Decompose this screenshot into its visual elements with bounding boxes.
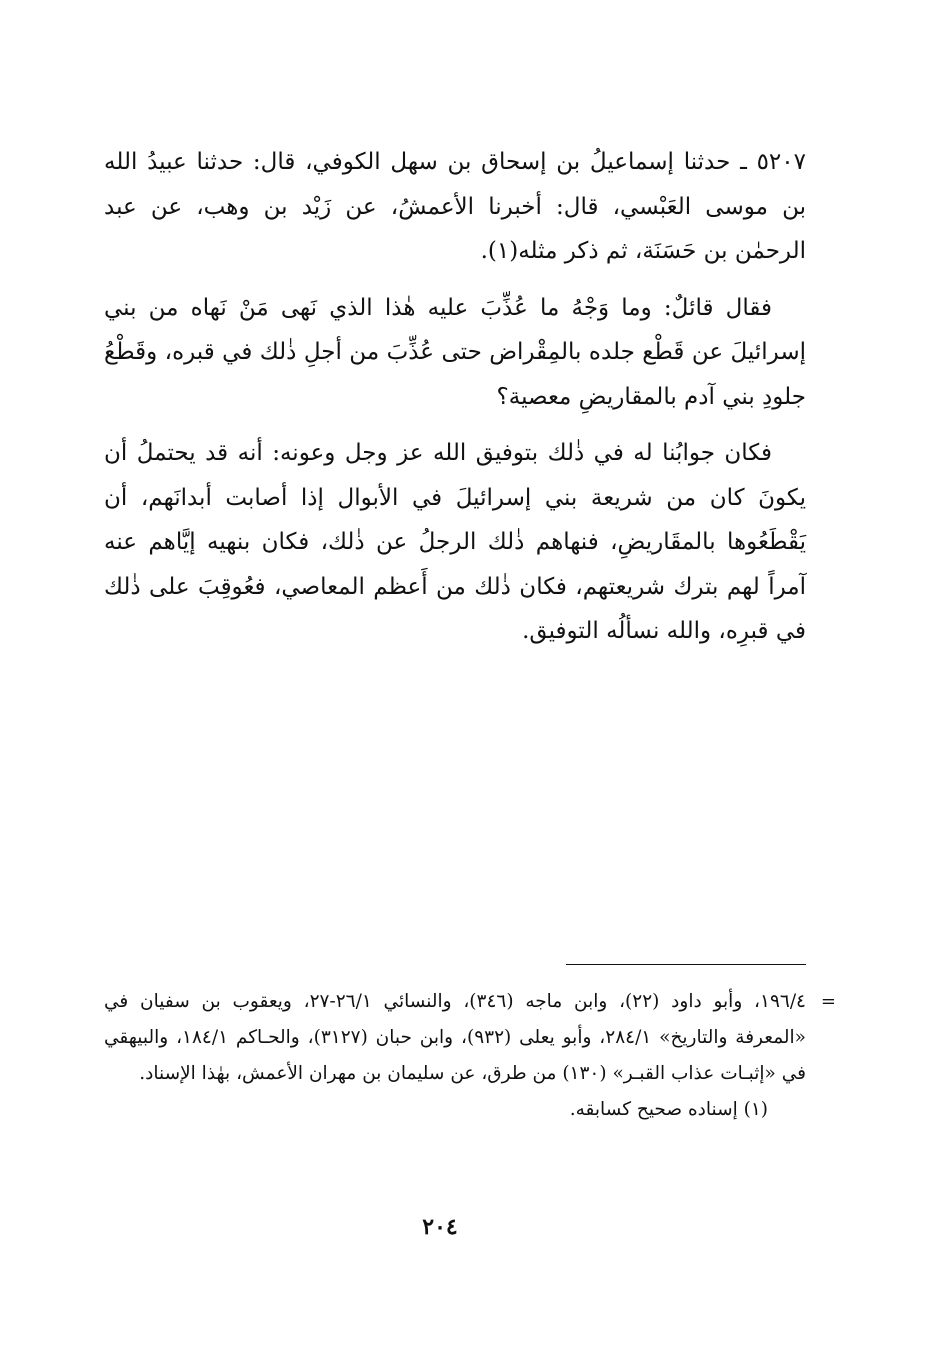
page-number: ٢٠٤	[422, 1214, 458, 1240]
hadith-5207-paragraph: ٥٢٠٧ ـ حدثنا إسماعيلُ بن إسحاق بن سهل الكوفي، قال: حدثنا عبيدُ الله بن موسى العَبْسي، قال: أخبرنا الأعمشُ، عن زَيْد بن وهب، عن عبد الرحمٰن بن حَسَنَة، ثم ذكر مثله(١).	[104, 149, 806, 264]
footnote-continuation-text: ١٩٦/٤، وأبو داود (٢٢)، وابن ماجه (٣٤٦)، والنسائي ٢٦/١-٢٧، ويعقوب بن سفيان في «المعرفة والتاريخ» ٢٨٤/١، وأبو يعلى (٩٣٢)، وابن حبان (٣١٢٧)، والحـاكم ١٨٤/١، والبيهقي في «إثبـات عذاب القبـر» (١٣٠) من طرق، عن سليمان بن مهران الأعمش، بهٰذا الإسناد.	[104, 991, 806, 1084]
footnote-separator-rule	[566, 964, 806, 965]
footnotes-block	[104, 984, 836, 1128]
footnote-1: (١) إسناده صحيح كسابقه.	[569, 1099, 768, 1120]
answer-paragraph: فكان جوابُنا له في ذٰلك بتوفيق الله عز وجل وعونه: أنه قد يحتملُ أن يكونَ كان من شريعة بني إسرائيلَ في الأبوال إذا أصابت أبدانَهم، أن يَقْطَعُوها بالمقَاريضِ، فنهاهم ذٰلك الرجلُ عن ذٰلك، فكان بنهيه إيَّاهم عنه آمراً لهم بترك شريعتهم، فكان ذٰلك من أَعظم المعاصي، فعُوقِبَ على ذٰلك في قبرِه، والله نسألُه التوفيق.	[104, 440, 806, 644]
main-text-block	[104, 140, 806, 666]
continuation-mark: =	[820, 991, 836, 1012]
footnote-continuation	[104, 984, 836, 1092]
question-paragraph: فقال قائلٌ: وما وَجْهُ ما عُذِّبَ عليه هٰذا الذي نَهى مَنْ نَهاه من بني إسرائيلَ عن قَطْع جلده بالمِقْراض حتى عُذِّبَ من أجلِ ذٰلك في قبره، وقَطْعُ جلودِ بني آدم بالمقاريضِ معصية؟	[104, 294, 806, 410]
